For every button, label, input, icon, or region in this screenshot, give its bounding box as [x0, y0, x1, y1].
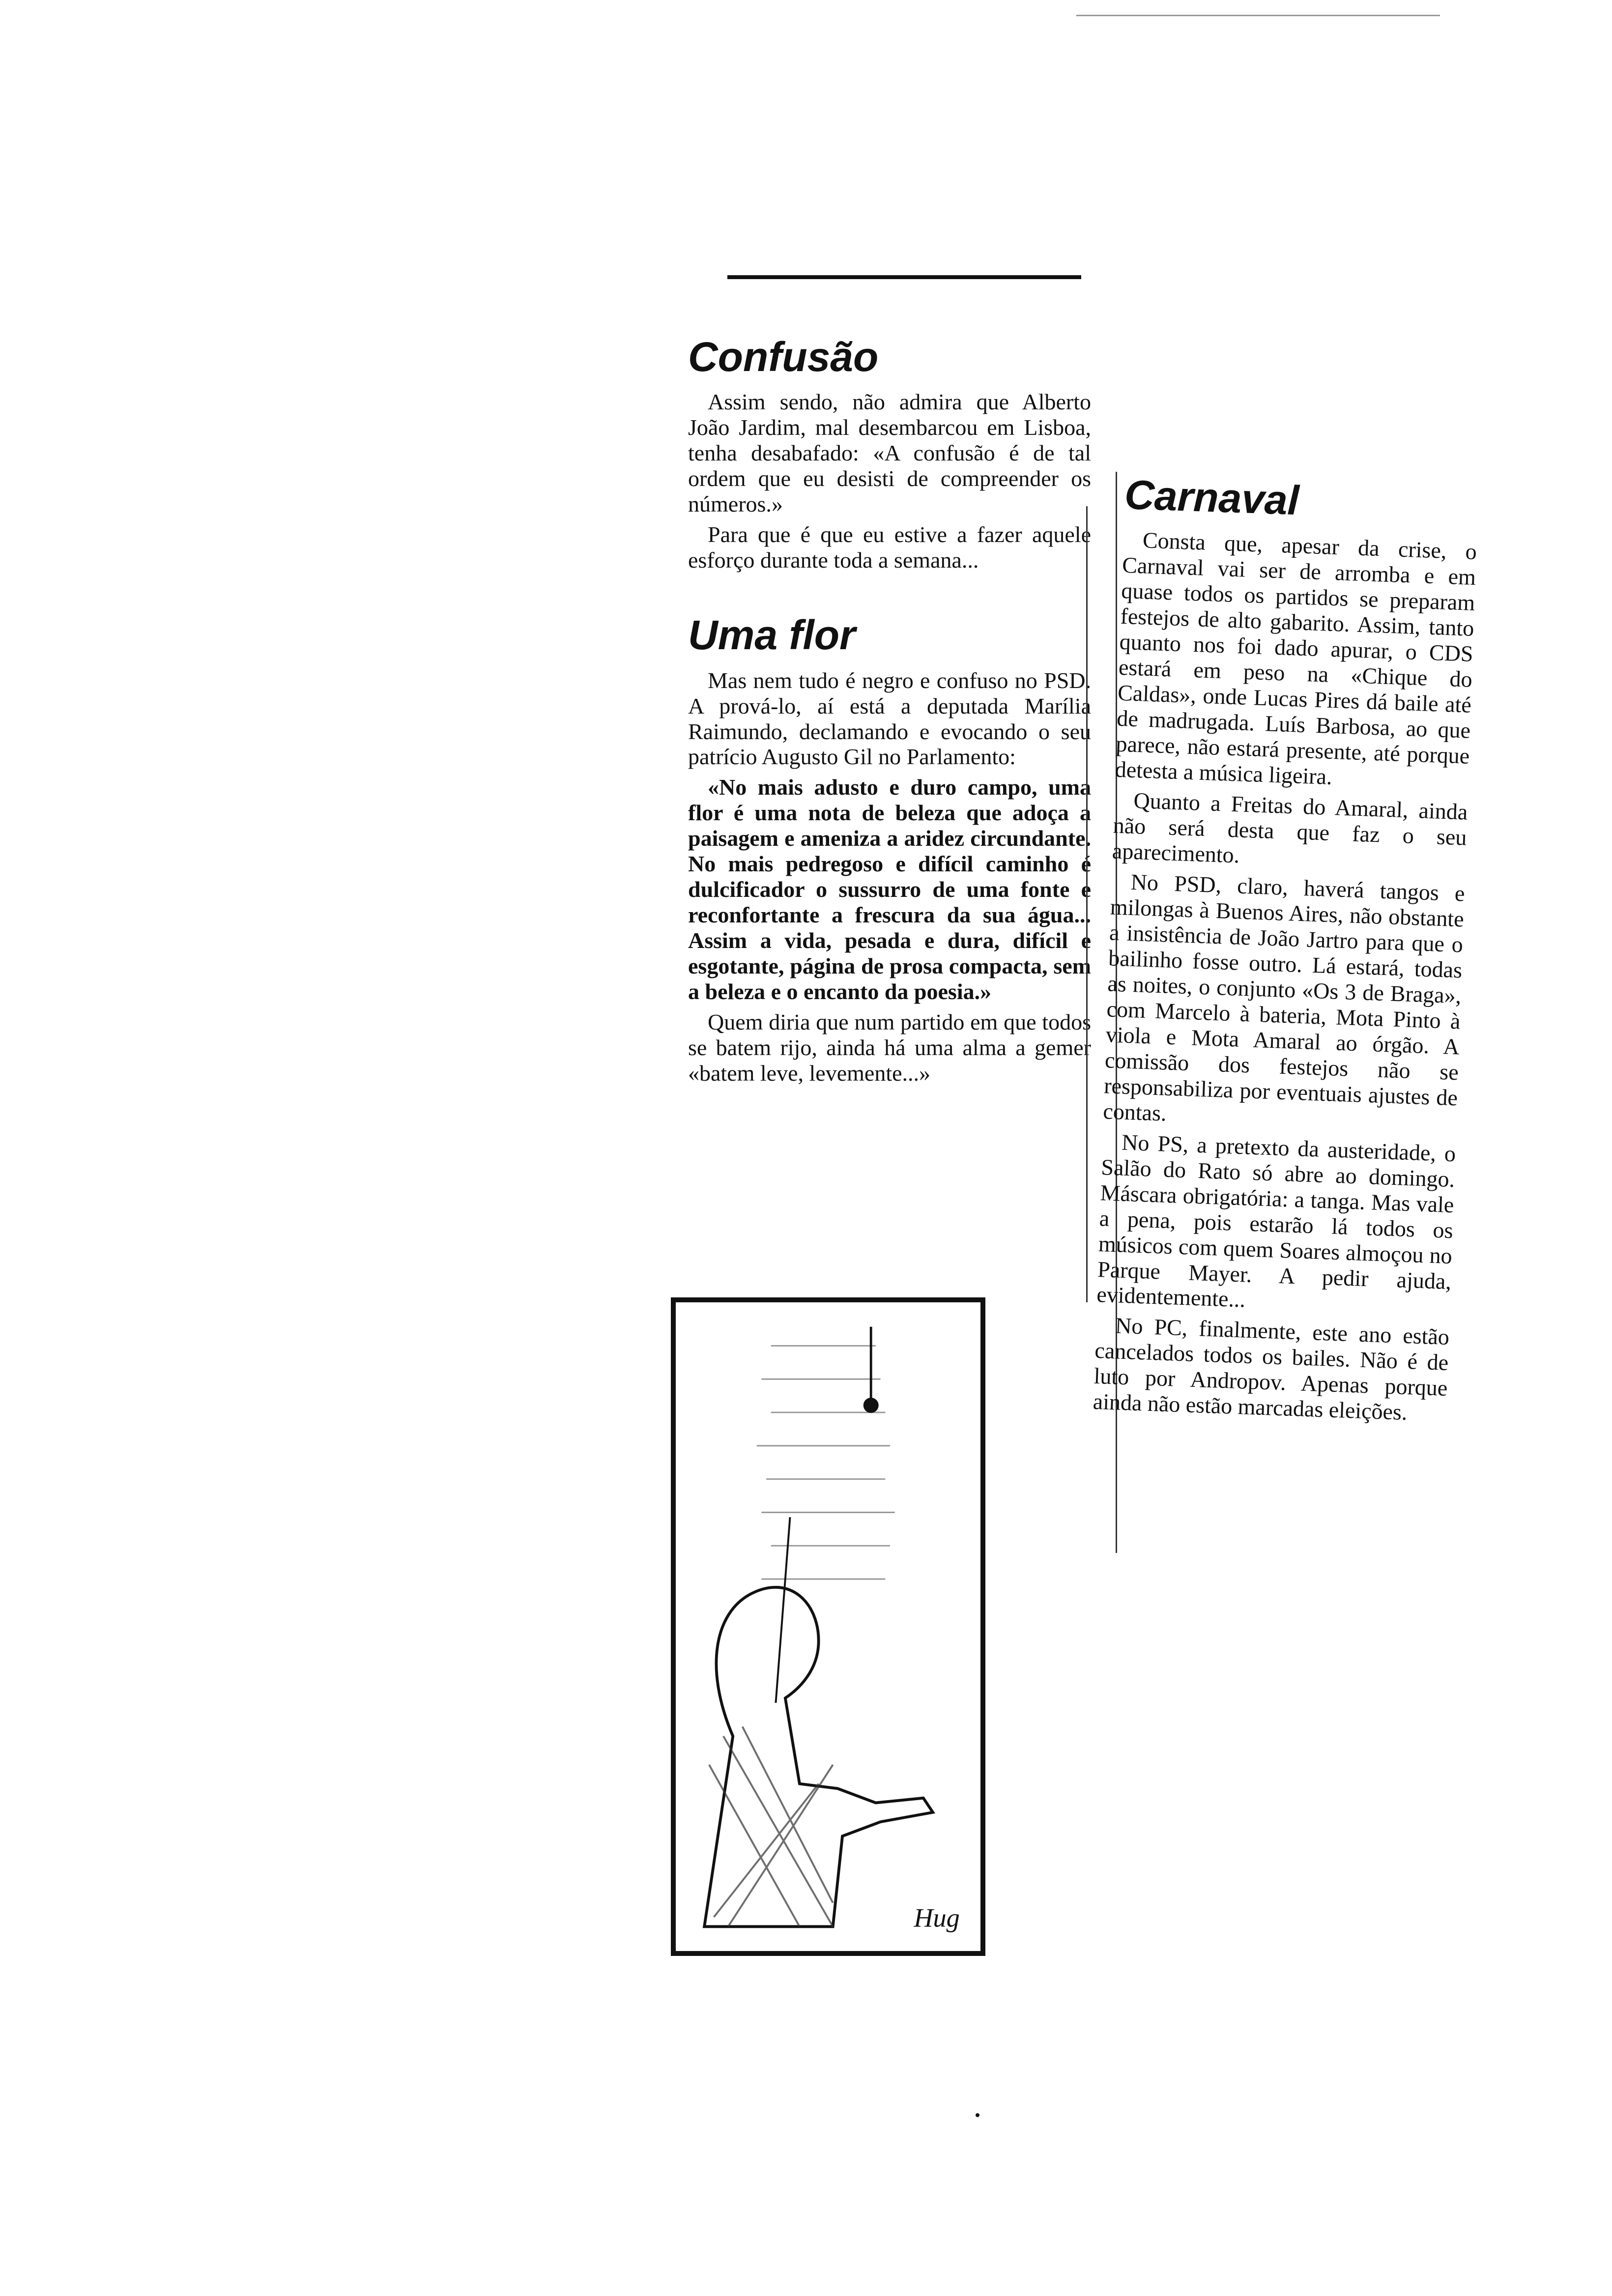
section-title-uma-flor: Uma flor [688, 612, 856, 659]
section-title-carnaval: Carnaval [1123, 471, 1300, 524]
left-column [688, 275, 1091, 1091]
right-column [1093, 472, 1479, 1432]
paragraph: No PSD, claro, haverá tangos e milongas à Buenos Aires, não obstante a insistência de João Jartro para que o bailinho fosse outro. Lá estará, todas as noites, o conjunto «Os 3 de Braga», com Marcelo à bateria, Mota Pinto à viola e Mota Amaral ao órgão. A comissão dos festejos não se responsabiliza por eventuais ajustes de contas. [1102, 869, 1466, 1126]
section-uma-flor [688, 612, 1091, 1086]
lectern-lines [757, 1346, 895, 1579]
paragraph: Quanto a Freitas do Amaral, ainda não será desta que faz o seu aparecimento. [1112, 788, 1468, 868]
cartoon-drawing [676, 1302, 980, 1951]
paragraph: No PC, finalmente, este ano estão cancelados todos os bailes. Não é de luto por Andropov. Apenas porque ainda não estão marcadas eleições. [1093, 1313, 1450, 1425]
section-title-confusao: Confusão [688, 334, 879, 380]
section-carnaval [1093, 472, 1479, 1427]
scan-edge-line [1076, 15, 1440, 16]
scan-speck [976, 2113, 979, 2117]
paragraph: No PS, a pretexto da austeridade, o Salão do Rato só abre ao domingo. Máscara obrigatória: a tanga. Mas vale a pena, pois estarão lá todos os músicos com quem Soares almoçou no Parque Mayer. A pedir ajuda, evidentemente... [1096, 1129, 1456, 1313]
paragraph: Consta que, apesar da crise, o Carnaval vai ser de arromba e em quase todos os partidos se preparam festejos de alto gabarito. Assim, tanto quanto nos foi dado apurar, o CDS estará em peso na «Chique do Caldas», onde Lucas Pires dá baile até de madrugada. Luís Barbosa, ao que parece, não estará presente, até porque detesta a música ligeira. [1114, 527, 1477, 790]
paragraph: Para que é que eu estive a fazer aquele esforço durante toda a semana... [688, 522, 1091, 573]
section-confusao [688, 334, 1091, 573]
column-edge-mark [1086, 506, 1088, 1302]
cartoon-illustration [671, 1297, 985, 1956]
paragraph: Mas nem tudo é negro e confuso no PSD. A prová-lo, aí está a deputada Marília Raimundo, declamando e evocando o seu patrício Augusto Gil no Parlamento: [688, 667, 1091, 770]
quote-paragraph: «No mais adusto e duro campo, uma flor é uma nota de beleza que adoça a paisagem e ameniza a aridez circundante. No mais pedregoso e difícil caminho é dulcificador o sussurro de uma fonte e reconfortante a frescura da sua água... Assim a vida, pesada e dura, difícil e esgotante, página de prosa compacta, sem a beleza e o encanto da poesia.» [688, 775, 1091, 1004]
artist-signature: Hug [914, 1903, 960, 1933]
paragraph: Quem diria que num partido em que todos se batem rijo, ainda há uma alma a gemer «batem leve, levemente...» [688, 1009, 1091, 1086]
paragraph: Assim sendo, não admira que Alberto João Jardim, mal desembarcou em Lisboa, tenha desabafado: «A confusão é de tal ordem que eu desisti de compreender os números.» [688, 389, 1091, 517]
